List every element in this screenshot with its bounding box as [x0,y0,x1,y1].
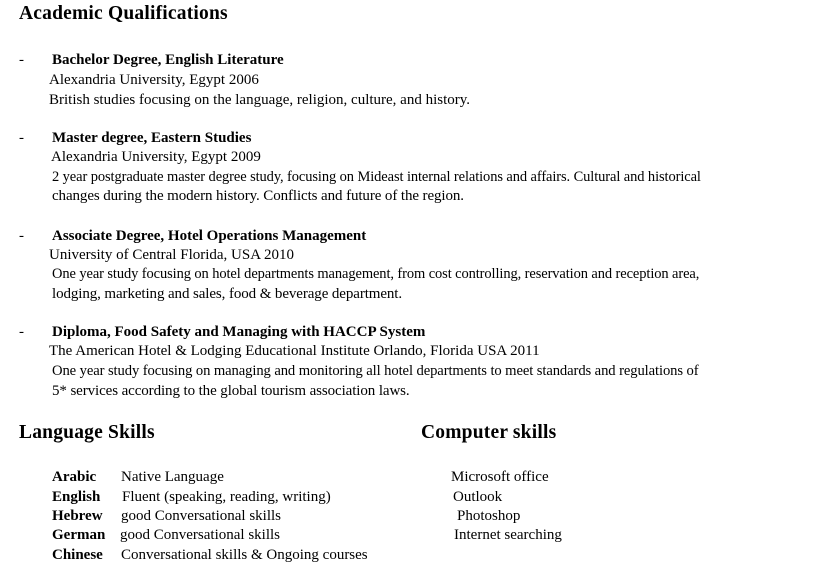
computer-skill: Outlook [453,489,503,505]
bullet-dash: - [19,324,24,340]
qualification-description: 5* services according to the global tourism association laws. [52,383,410,399]
language-name: German [52,527,106,543]
language-heading: Language Skills [19,422,155,443]
computer-skill: Microsoft office [451,469,549,485]
bullet-dash: - [19,52,24,68]
language-name: Chinese [52,547,103,563]
qualification-description: One year study focusing on hotel departments management, from cost controlling, reservation and reception area, [52,266,700,282]
academic-heading: Academic Qualifications [19,3,228,24]
language-name: English [52,489,101,505]
computer-skill: Photoshop [457,508,521,524]
computer-skill: Internet searching [454,527,562,543]
language-level: Native Language [121,469,224,485]
language-level: Conversational skills & Ongoing courses [121,547,368,563]
qualification-description: British studies focusing on the language, religion, culture, and history. [49,92,471,108]
qualification-title: Associate Degree, Hotel Operations Management [52,228,367,244]
qualification-description: 2 year postgraduate master degree study, focusing on Mideast internal relations and affairs. Cultural and historical [52,169,701,185]
language-level: Fluent (speaking, reading, writing) [122,489,331,505]
qualification-institution: Alexandria University, Egypt 2009 [51,149,261,165]
qualification-title: Bachelor Degree, English Literature [52,52,284,68]
language-name: Arabic [52,469,97,485]
qualification-institution: University of Central Florida, USA 2010 [49,247,294,263]
language-level: good Conversational skills [120,527,280,543]
bullet-dash: - [19,228,24,244]
qualification-description: lodging, marketing and sales, food & beverage department. [52,286,403,302]
qualification-description: changes during the modern history. Conflicts and future of the region. [52,188,464,204]
bullet-dash: - [19,130,24,146]
qualification-description: One year study focusing on managing and monitoring all hotel departments to meet standards and regulations of [52,363,699,379]
qualification-title: Diploma, Food Safety and Managing with HACCP System [52,324,426,340]
language-level: good Conversational skills [121,508,281,524]
qualification-institution: The American Hotel & Lodging Educational Institute Orlando, Florida USA 2011 [49,343,540,359]
language-name: Hebrew [52,508,103,524]
computer-heading: Computer skills [421,422,557,443]
qualification-title: Master degree, Eastern Studies [52,130,252,146]
qualification-institution: Alexandria University, Egypt 2006 [49,72,259,88]
